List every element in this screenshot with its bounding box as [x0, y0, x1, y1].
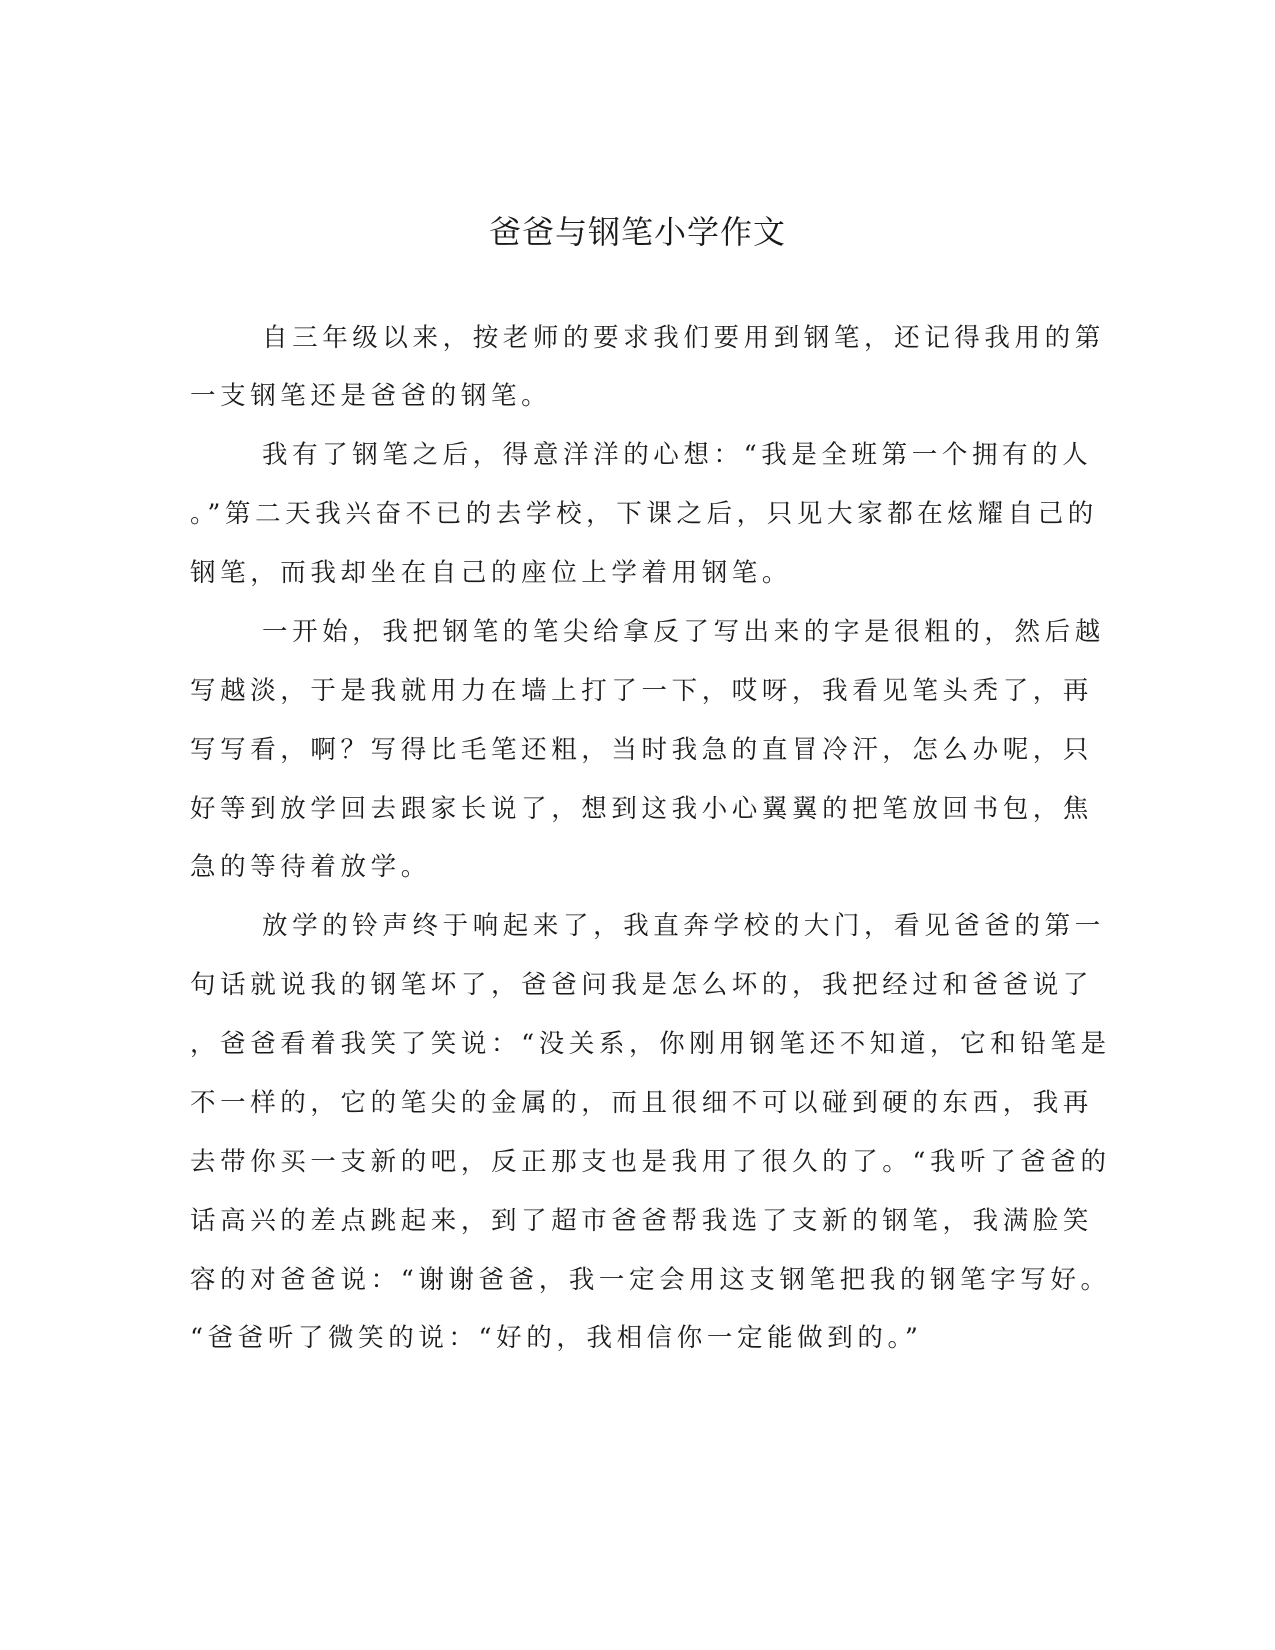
paragraph-4-line-1: 放学的铃声终于响起来了，我直奔学校的大门，看见爸爸的第一: [262, 911, 1105, 941]
paragraph-4-line-2: 句话就说我的钢笔坏了，爸爸问我是怎么坏的，我把经过和爸爸说了: [190, 970, 1094, 1000]
paragraph-3-line-5: 急的等待着放学。: [190, 852, 431, 882]
paragraph-2-line-1: 我有了钢笔之后，得意洋洋的心想：“我是全班第一个拥有的人: [262, 440, 1093, 470]
paragraph-4-line-3: ，爸爸看着我笑了笑说：“没关系，你刚用钢笔还不知道，它和铅笔是: [190, 1029, 1111, 1059]
paragraph-2-line-3: 钢笔，而我却坐在自己的座位上学着用钢笔。: [190, 558, 793, 588]
paragraph-3-line-2: 写越淡，于是我就用力在墙上打了一下，哎呀，我看见笔头秃了，再: [190, 676, 1094, 706]
paragraph-1-line-1: 自三年级以来，按老师的要求我们要用到钢笔，还记得我用的第: [262, 323, 1105, 353]
paragraph-4-line-5: 去带你买一支新的吧，反正那支也是我用了很久的了。“我听了爸爸的: [190, 1147, 1111, 1177]
paragraph-3-line-4: 好等到放学回去跟家长说了，想到这我小心翼翼的把笔放回书包，焦: [190, 794, 1094, 824]
paragraph-2-line-2: 。”第二天我兴奋不已的去学校，下课之后，只见大家都在炫耀自己的: [190, 499, 1098, 529]
paragraph-3-line-3: 写写看，啊？写得比毛笔还粗，当时我急的直冒冷汗，怎么办呢，只: [190, 735, 1094, 765]
paragraph-3-line-1: 一开始，我把钢笔的笔尖给拿反了写出来的字是很粗的，然后越: [262, 617, 1105, 647]
paragraph-4-line-4: 不一样的，它的笔尖的金属的，而且很细不可以碰到硬的东西，我再: [190, 1088, 1094, 1118]
document-title: 爸爸与钢笔小学作文: [488, 213, 786, 251]
paragraph-1-line-2: 一支钢笔还是爸爸的钢笔。: [190, 381, 552, 411]
paragraph-4-line-6: 话高兴的差点跳起来，到了超市爸爸帮我选了支新的钢笔，我满脸笑: [190, 1206, 1094, 1236]
paragraph-4-line-8: “爸爸听了微笑的说：“好的，我相信你一定能做到的。”: [190, 1323, 923, 1353]
paragraph-4-line-7: 容的对爸爸说：“谢谢爸爸，我一定会用这支钢笔把我的钢笔字写好。: [190, 1265, 1111, 1295]
